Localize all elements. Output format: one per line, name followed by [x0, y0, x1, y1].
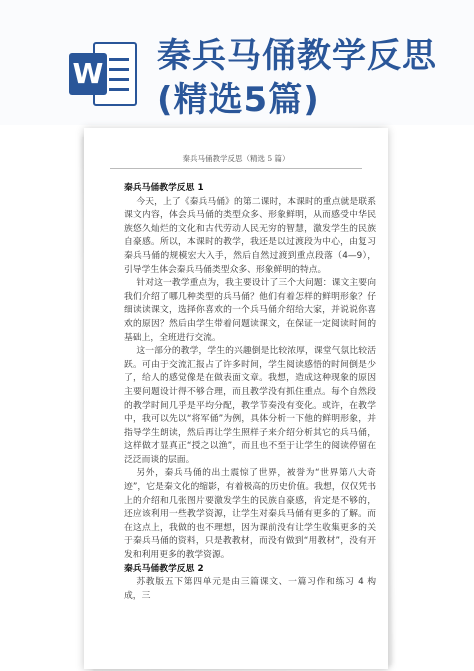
document-title-line2: (精选5篇) [157, 80, 320, 120]
page-line [109, 78, 129, 81]
word-document-icon [69, 42, 139, 106]
page-line [109, 58, 129, 61]
document-page [84, 128, 388, 669]
body-paragraph: 苏教版五下第四单元是由三篇课文、一篇习作和练习 4 构成，三 [124, 577, 376, 601]
header-divider [110, 168, 362, 169]
section-heading: 秦兵马俑教学反思 1 [124, 183, 204, 193]
document-body [124, 182, 376, 603]
page-line [109, 68, 129, 71]
body-paragraph: 今天，上了《秦兵马俑》的第二课时，本课时的重点就是联系课文内容，体会兵马俑的类型众多、形象鲜明，从而感受中华民族悠久灿烂的文化和古代劳动人民无穷的智慧，激发学生的民族自豪感。所以，本课时的教学，我还是以过渡段为中心，由复习秦兵马俑的规模宏大入手，然后自然过渡到重点段落（4—9），引导学生体会秦兵马俑类型众多、形象鲜明的特点。 [124, 196, 376, 275]
word-logo-letter: W [69, 53, 107, 95]
page-line [109, 88, 129, 91]
document-title [157, 34, 457, 122]
header-banner [0, 0, 474, 125]
section-heading: 秦兵马俑教学反思 2 [124, 563, 204, 574]
running-header: 秦兵马俑教学反思（精选 5 篇） [182, 154, 290, 163]
body-paragraph: 针对这一教学重点为，我主要设计了三个大问题：课文主要向我们介绍了哪几种类型的兵马俑？他们有着怎样的鲜明形象？仔细读读课文，选择你喜欢的一个兵马俑介绍给大家，并说说你喜欢的原因？然后由学生带着问题读课文，在保证一定阅读时间的基础上，全班进行交流。 [124, 278, 376, 343]
document-title-line1: 秦兵马俑教学反思 [157, 36, 437, 76]
body-paragraph: 另外，秦兵马俑的出土震惊了世界，被誉为“世界第八大奇迹”，它是秦文化的缩影，有着极高的历史价值。我想，仅仅凭书上的介绍和几张图片要激发学生的民族自豪感，肯定是不够的，还应该利用一些教学资源，让学生对秦兵马俑有更多的了解。而在这点上，我做的也不理想，因为课前没有让学生收集更多的关于秦兵马俑的资料，只是教教材，而没有做到“用教材”，没有开发和利用更多的教学资源。 [124, 468, 376, 561]
body-paragraph: 这一部分的教学，学生的兴趣倒是比较浓厚，课堂气氛比较活跃。可由于交流汇报占了许多时间，学生阅读感悟的时间倒是少了，给人的感觉像是在做表面文章。我想，造成这种现象的原因主要问题设计得不够合理，而且教学没有抓住重点。每个自然段的教学时间几乎是平均分配，教学节奏没有变化。或许，在教学中，我可以先以“将军俑”为例，具体分析一下他的鲜明形象，并指导学生朗读，然后再让学生照样子来介绍分析其它的兵马俑，这样做才显真正“授之以渔”，而且也不至于让学生的阅读停留在泛泛而谈的层面。 [124, 346, 376, 465]
